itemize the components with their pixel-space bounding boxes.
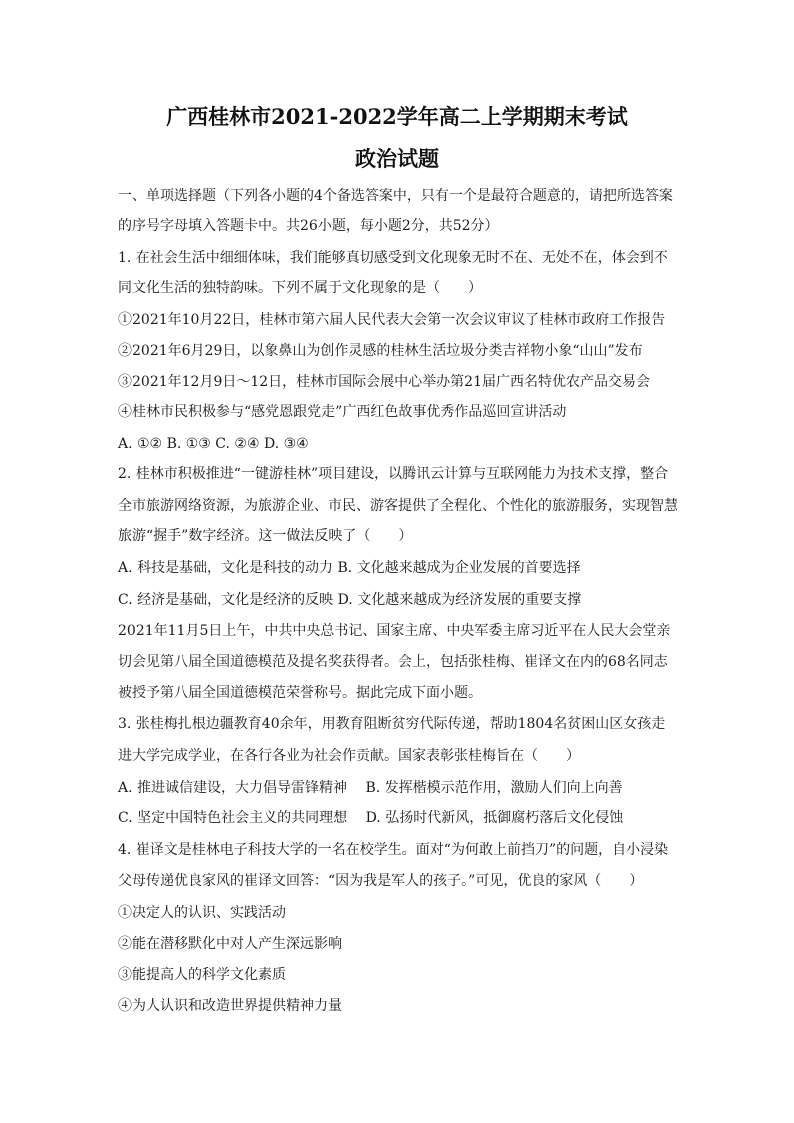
question-1-item-4: ④桂林市民积极参与“感党恩跟党走”广西红色故事优秀作品巡回宣讲活动 xyxy=(118,404,567,420)
question-1-item-3: ③2021年12月9日～12日，桂林市国际会展中心举办第21届广西名特优农产品交易会 xyxy=(118,374,650,390)
question-2-stem-line-2: 全市旅游网络资源，为旅游企业、市民、游客提供了全程化、个性化的旅游服务，实现智慧 xyxy=(118,498,678,514)
question-1-item-2: ②2021年6月29日，以象鼻山为创作灵感的桂林生活垃圾分类吉祥物小象“山山”发布 xyxy=(118,343,643,359)
section-instruction-line-1: 一、单项选择题（下列各小题的4个备选答案中，只有一个是最符合题意的，请把所选答案 xyxy=(118,188,673,204)
question-4-item-3: ③能提高人的科学文化素质 xyxy=(118,967,286,983)
question-1-stem-line-2: 同文化生活的独特韵味。下列不属于文化现象的是（ ） xyxy=(118,280,482,296)
question-4-item-1: ①决定人的认识、实践活动 xyxy=(118,905,286,921)
material-line-2: 切会见第八届全国道德模范及提名奖获得者。会上，包括张桂梅、崔译文在内的68名同志 xyxy=(118,654,668,670)
material-line-3: 被授予第八届全国道德模范荣誉称号。据此完成下面小题。 xyxy=(118,685,482,701)
question-2-options-cd: C. 经济是基础，文化是经济的反映 D. 文化越来越成为经济发展的重要支撑 xyxy=(118,592,582,608)
question-2-options-ab: A. 科技是基础，文化是科技的动力 B. 文化越来越成为企业发展的首要选择 xyxy=(118,560,581,576)
question-3-stem-line-2: 进大学完成学业，在各行各业为社会作贡献。国家表彰张桂梅旨在（ ） xyxy=(118,748,580,764)
question-4-stem-line-1: 4. 崔译文是桂林电子科技大学的一名在校学生。面对“为何敢上前挡刀”的问题，自小浸染 xyxy=(118,842,669,858)
question-1-stem-line-1: 1. 在社会生活中细细体味，我们能够真切感受到文化现象无时不在、无处不在，体会到不 xyxy=(118,250,668,266)
page-subtitle: 政治试题 xyxy=(355,146,439,171)
question-3-stem-line-1: 3. 张桂梅扎根边疆教育40余年，用教育阻断贫穷代际传递，帮助1804名贫困山区女孩走 xyxy=(118,716,666,732)
question-2-stem-line-1: 2. 桂林市积极推进“一键游桂林”项目建设，以腾讯云计算与互联网能力为技术支撑，整合 xyxy=(118,466,669,482)
material-line-1: 2021年11月5日上午，中共中央总书记、国家主席、中央军委主席习近平在人民大会堂亲 xyxy=(118,623,671,639)
question-1-options: A. ①② B. ①③ C. ②④ D. ③④ xyxy=(118,436,309,452)
question-1-item-1: ①2021年10月22日，桂林市第六届人民代表大会第一次会议审议了桂林市政府工作报告 xyxy=(118,312,666,328)
question-4-item-4: ④为人认识和改造世界提供精神力量 xyxy=(118,998,342,1014)
question-4-item-2: ②能在潜移默化中对人产生深远影响 xyxy=(118,936,342,952)
question-3-options-ab: A. 推进诚信建设，大力倡导雷锋精神 B. 发挥楷模示范作用，激励人们向上向善 xyxy=(118,780,623,796)
section-instruction-line-2: 的序号字母填入答题卡中。共26小题，每小题2分，共52分） xyxy=(118,218,499,234)
question-2-stem-line-3: 旅游“握手”数字经济。这一做法反映了（ ） xyxy=(118,528,413,544)
question-4-stem-line-2: 父母传递优良家风的崔译文回答：“因为我是军人的孩子。”可见，优良的家风（ ） xyxy=(118,873,644,889)
question-3-options-cd: C. 坚定中国特色社会主义的共同理想 D. 弘扬时代新风，抵御腐朽落后文化侵蚀 xyxy=(118,810,624,826)
page-title: 广西桂林市2021-2022学年高二上学期期末考试 xyxy=(166,104,628,129)
